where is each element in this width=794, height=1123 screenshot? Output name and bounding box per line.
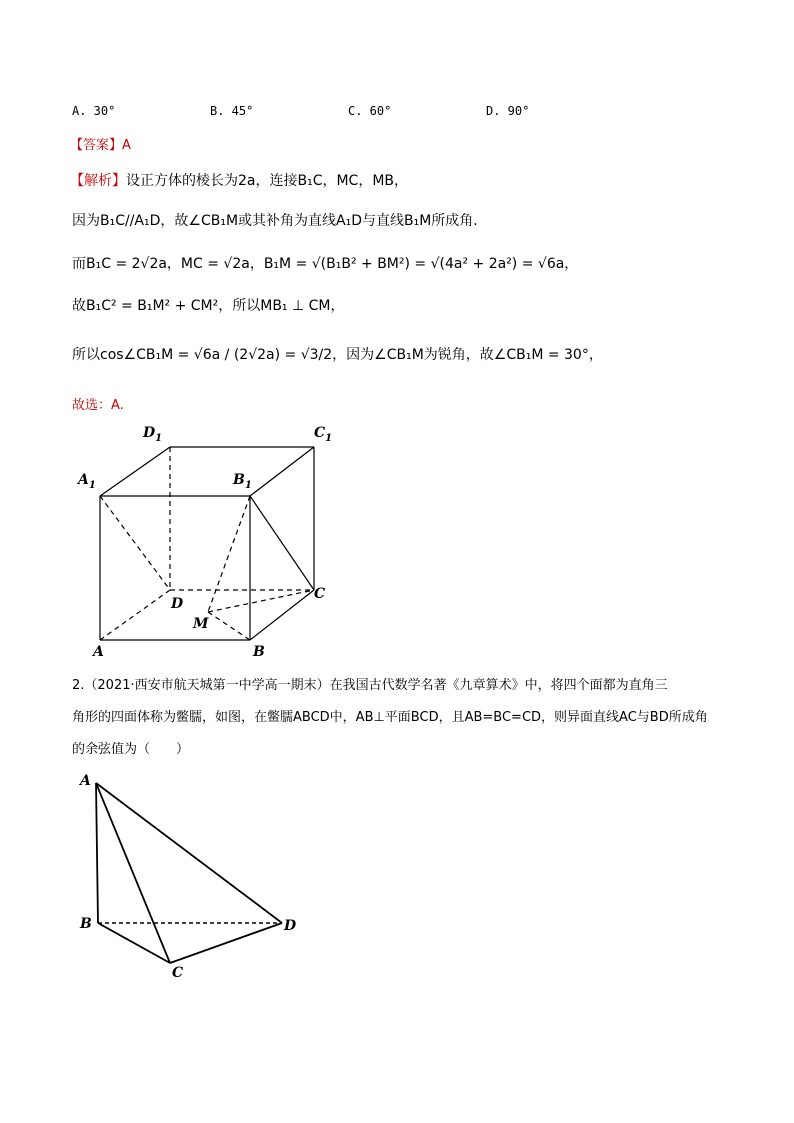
question-2-line-2: 角形的四面体称为鳖臑，如图，在鳖臑ABCD中，AB⊥平面BCD，且AB=BC=CD，则异面直线AC与BD所成角	[72, 710, 708, 725]
tetra-label-a: A	[80, 773, 91, 789]
edge-b1c	[250, 496, 314, 590]
edge-ab-tetra	[96, 783, 98, 923]
edge-cd-tetra	[170, 923, 282, 963]
edge-b1c1	[250, 447, 314, 496]
label-d: D	[171, 596, 184, 612]
analysis-text-1: 设正方体的棱长为2a，连接B₁C，MC，MB，	[126, 173, 409, 189]
label-c1: $C_1$	[314, 425, 333, 444]
edge-b1m	[208, 496, 250, 612]
answer-value: A	[122, 138, 131, 153]
tetra-label-c: C	[172, 965, 184, 981]
option-a: A. 30°	[72, 104, 116, 118]
edge-ad	[100, 590, 170, 640]
label-d1: $D_1$	[143, 425, 163, 444]
edge-mb	[208, 612, 250, 640]
analysis-label: 【解析】	[70, 173, 126, 189]
label-a: A	[93, 644, 104, 660]
analysis-line-2: 因为B₁C//A₁D，故∠CB₁M或其补角为直线A₁D与直线B₁M所成角.	[72, 213, 478, 229]
tetrahedron-figure	[96, 783, 282, 963]
tetra-label-d: D	[284, 918, 297, 934]
label-c: C	[314, 586, 326, 602]
question-2-line-1: 2.（2021·西安市航天城第一中学高一期末）在我国古代数学名著《九章算术》中，将四个面都为直角三	[72, 678, 668, 693]
answer-label: 【答案】	[70, 138, 123, 153]
edge-bc-tetra	[98, 923, 170, 963]
label-m: M	[193, 616, 209, 632]
analysis-line-3: 而B₁C = 2√2a，MC = √2a，B₁M = √(B₁B² + BM²) = √(4a² + 2a²) = √6a，	[72, 256, 579, 272]
label-a1: $A_1$	[78, 472, 96, 491]
tetra-label-b: B	[80, 916, 92, 932]
edge-a1d1	[100, 447, 170, 496]
edge-mc	[208, 590, 314, 612]
option-d: D. 90°	[486, 104, 530, 118]
label-b: B	[253, 644, 265, 660]
analysis-conclusion: 故选：A.	[72, 398, 124, 413]
option-b: B. 45°	[210, 104, 254, 118]
edge-bc	[250, 590, 314, 640]
analysis-line-4: 故B₁C² = B₁M² + CM²，所以MB₁ ⊥ CM，	[72, 298, 345, 314]
analysis-line-5: 所以cos∠CB₁M = √6a / (2√2a) = √3/2，因为∠CB₁M为锐角，故∠CB₁M = 30°，	[72, 347, 603, 363]
question-2-line-3: 的余弦值为（ ）	[72, 742, 190, 757]
label-b1: $B_1$	[233, 472, 252, 491]
edge-a1d	[100, 496, 170, 590]
option-c: C. 60°	[348, 104, 392, 118]
